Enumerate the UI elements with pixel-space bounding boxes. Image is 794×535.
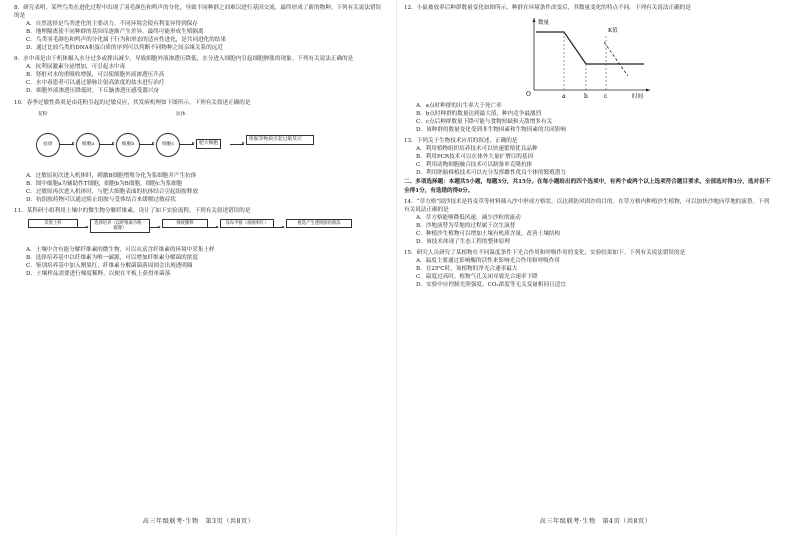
question-10-option-a: A．过敏原初次进入机体时，刺激B细胞增殖分化为浆细胞并产生抗体 xyxy=(26,172,197,179)
flow-arrow-2 xyxy=(150,227,160,228)
question-10-option-d: D．抗组胺药物可以通过阻止组胺与受体结合来缓解过敏症状 xyxy=(26,196,176,203)
x-axis-arrow xyxy=(646,89,650,92)
question-15-option-d: D．实验中应控制光照强度、CO₂浓度等无关变量相同且适宜 xyxy=(416,282,566,289)
question-12-stem: 12．小鼠被放养后种群数量变化如图所示，种群在环境条件改变后，其数量变化的特点不同。下列有关说法正确的是 xyxy=(404,5,691,11)
flow-step-2: 选择培养（以纤维素为唯一碳源） xyxy=(90,219,150,234)
question-12-option-c: C．c点后种群数量下降可能与食物短缺和天敌增多有关 xyxy=(416,119,553,126)
section-2-heading: 二、多项选择题：本题共5小题，每题3分，共15分。在每小题给出的四个选项中，有两个或两个以上选项符合题目要求。全部选对得3分，选对但不全得1分，有选错的得0分。 xyxy=(404,179,771,194)
question-13-option-a: A．利用植物组织培养技术可以快速繁殖优良品种 xyxy=(416,146,538,153)
question-8-stem: 8．研究表明，某些鸟类在进化过程中出现了羽毛颜色和鸣声的分化，导致不同种群之间难以进行基因交流，最终形成了新的物种。下列有关说法错误的是 xyxy=(14,5,382,20)
question-13-option-d: D．利用胚胎移植技术可以充分发挥雌性优良个体的繁殖潜力 xyxy=(416,170,566,177)
y-axis-arrow xyxy=(533,18,536,22)
page-divider xyxy=(396,0,397,535)
flow-arrow-1 xyxy=(78,227,88,228)
arrow-5 xyxy=(230,144,244,145)
arrow-2 xyxy=(100,144,114,145)
question-11-stem: 11．某科研小组利用土壤中的微生物分解纤维素，设计了如下实验流程。下列有关叙述错误的是 xyxy=(14,207,251,214)
question-8-option-b: B．地理隔离使不同种群的基因库逐渐产生差异，最终可能形成生殖隔离 xyxy=(26,29,204,36)
flow-step-1: 采集土样 xyxy=(28,219,78,228)
k-value-marker: K值 xyxy=(608,28,618,35)
experiment-flowchart xyxy=(28,217,384,243)
question-15-option-a: A．温度主要通过影响酶的活性来影响光合作用和呼吸作用 xyxy=(416,257,560,264)
question-9-option-b: B．肾脏对水的重吸收增强，可以使细胞外液渗透压升高 xyxy=(26,72,165,79)
allergy-mechanism-diagram xyxy=(34,109,384,169)
question-14-option-c: C．种植沙生植物可以增加土壤有机质含量，改善土壤结构 xyxy=(416,230,561,237)
question-15-stem: 15．研究人员研究了某植物在不同温度条件下光合作用和呼吸作用的变化，实验结果如下。下列有关说法错误的是 xyxy=(404,249,686,256)
arrow-4 xyxy=(180,144,194,145)
x-axis-label: 时间 xyxy=(632,94,644,101)
tick-c: c xyxy=(604,93,608,101)
y-axis-label: 数量 xyxy=(538,20,550,27)
arrow-3 xyxy=(140,144,154,145)
left-page-footer: 高三年级联考·生物 第3页（共8页） xyxy=(142,518,255,525)
flow-arrow-3 xyxy=(208,227,218,228)
question-8-option-a: A．自然选择是鸟类进化的主要动力，不同环境会使有利变异得到保存 xyxy=(26,21,198,28)
question-10-stem: 10．春季过敏性鼻炎是由花粉引起的过敏反应，其发病机理如下图所示。下列有关叙述正确的是 xyxy=(14,99,251,106)
right-page-footer: 高三年级联考·生物 第4页（共8页） xyxy=(539,518,652,525)
question-15-option-b: B．在25℃时，该植物的净光合速率最大 xyxy=(416,265,518,272)
flow-step-5: 挑选产生透明圈的菌落 xyxy=(286,219,352,228)
cell-b: 细胞b xyxy=(116,133,140,157)
decline-line xyxy=(604,42,628,76)
question-10-option-b: B．图中细胞a为辅助性T细胞，细胞b为B细胞，细胞c为浆细胞 xyxy=(26,180,183,187)
population-graph xyxy=(524,14,774,100)
population-graph-svg xyxy=(524,14,654,100)
question-10-option-c: C．过敏原再次进入机体时，与肥大细胞表面的抗体结合引起组胺释放 xyxy=(26,188,199,195)
question-12-option-a: A．a点时种群的出生率大于死亡率 xyxy=(416,103,502,110)
left-page xyxy=(14,4,384,278)
question-14-stem: 14．“草方格”固沙技术是将麦草等材料插入沙中形成方格状，以达到防风固沙的目的。在草方格内种植沙生植物，可以加快沙地向草地的演替。下列有关说法正确的是 xyxy=(404,198,770,213)
cell-c: 细胞c xyxy=(156,133,180,157)
question-15-option-c: C．温度过高时，植物气孔关闭导致光合速率下降 xyxy=(416,273,538,280)
arrow-1 xyxy=(60,144,74,145)
mast-cell-box: 肥大细胞 xyxy=(196,139,221,149)
question-9-option-d: D．细胞外液渗透压降低时，下丘脑渗透压感受器兴奋 xyxy=(26,88,160,95)
antibody-label: 抗体 xyxy=(176,111,186,117)
question-11-option-c: C．鉴别培养基中加入刚果红，纤维素分解菌菌落周围会出现透明圈 xyxy=(26,262,193,269)
pollen-label: 花粉 xyxy=(38,111,48,117)
question-9-stem: 9．水中毒是由于机体摄入水分过多或排出减少，导致细胞外液渗透压降低，水分进入细胞内引起细胞肿胀的现象。下列有关说法正确的是 xyxy=(14,56,354,63)
question-14-option-a: A．草方格能够降低风速，减少沙粒的流动 xyxy=(416,214,521,221)
flow-arrow-4 xyxy=(274,227,284,228)
right-page xyxy=(404,4,774,289)
question-13-stem: 13．下列关于生物技术应用的叙述，正确的是 xyxy=(404,138,518,145)
tick-b: b xyxy=(584,93,588,101)
tick-a: a xyxy=(562,93,566,101)
question-14-option-b: B．沙地演替为草地的过程属于次生演替 xyxy=(416,222,516,229)
question-9-option-c: C．水中毒患者可以通过静脉注射高浓度的盐水进行治疗 xyxy=(26,80,165,87)
tick-origin: O xyxy=(526,91,531,99)
cell-a: 细胞a xyxy=(76,133,100,157)
question-13-option-c: C．利用动物细胞融合技术可以制备单克隆抗体 xyxy=(416,162,533,169)
question-12-option-b: B．b点时种群的数量达到最大值，种内竞争最激烈 xyxy=(416,111,542,118)
question-13-option-b: B．利用PCR技术可以在体外大量扩增目的基因 xyxy=(416,154,534,161)
question-11-option-b: B．选择培养基中以纤维素为唯一碳源，可以增加纤维素分解菌的浓度 xyxy=(26,254,198,261)
question-14-option-d: D．该技术体现了生态工程的整体原理 xyxy=(416,238,510,245)
reaction-box: 组胺等物质引起过敏反应 xyxy=(246,135,314,145)
question-12-option-d: D．该种群的数量变化受到非生物因素和生物因素的共同影响 xyxy=(416,127,566,134)
cell-antigen: 抗原 xyxy=(36,133,60,157)
question-11-option-d: D．土壤样品需要进行梯度稀释，以便在平板上获得单菌落 xyxy=(26,270,171,277)
question-11-option-a: A．土壤中含有能分解纤维素的微生物，可以从富含纤维素的环境中采集土样 xyxy=(26,246,215,253)
question-8-option-c: C．鸟类羽毛颜色和鸣声的分化属于行为和形态的适应性进化，是共同进化的结果 xyxy=(26,37,227,44)
flow-step-3: 梯度稀释 xyxy=(162,219,208,228)
flow-step-4: 涂布平板（加刚果红） xyxy=(220,219,274,228)
question-8-option-d: D．通过比较鸟类的DNA和蛋白质的序列可以判断不同物种之间亲缘关系的远近 xyxy=(26,45,223,52)
population-curve xyxy=(536,32,644,64)
question-9-option-a: A．抗利尿激素分泌增加，可引起水中毒 xyxy=(26,64,126,71)
